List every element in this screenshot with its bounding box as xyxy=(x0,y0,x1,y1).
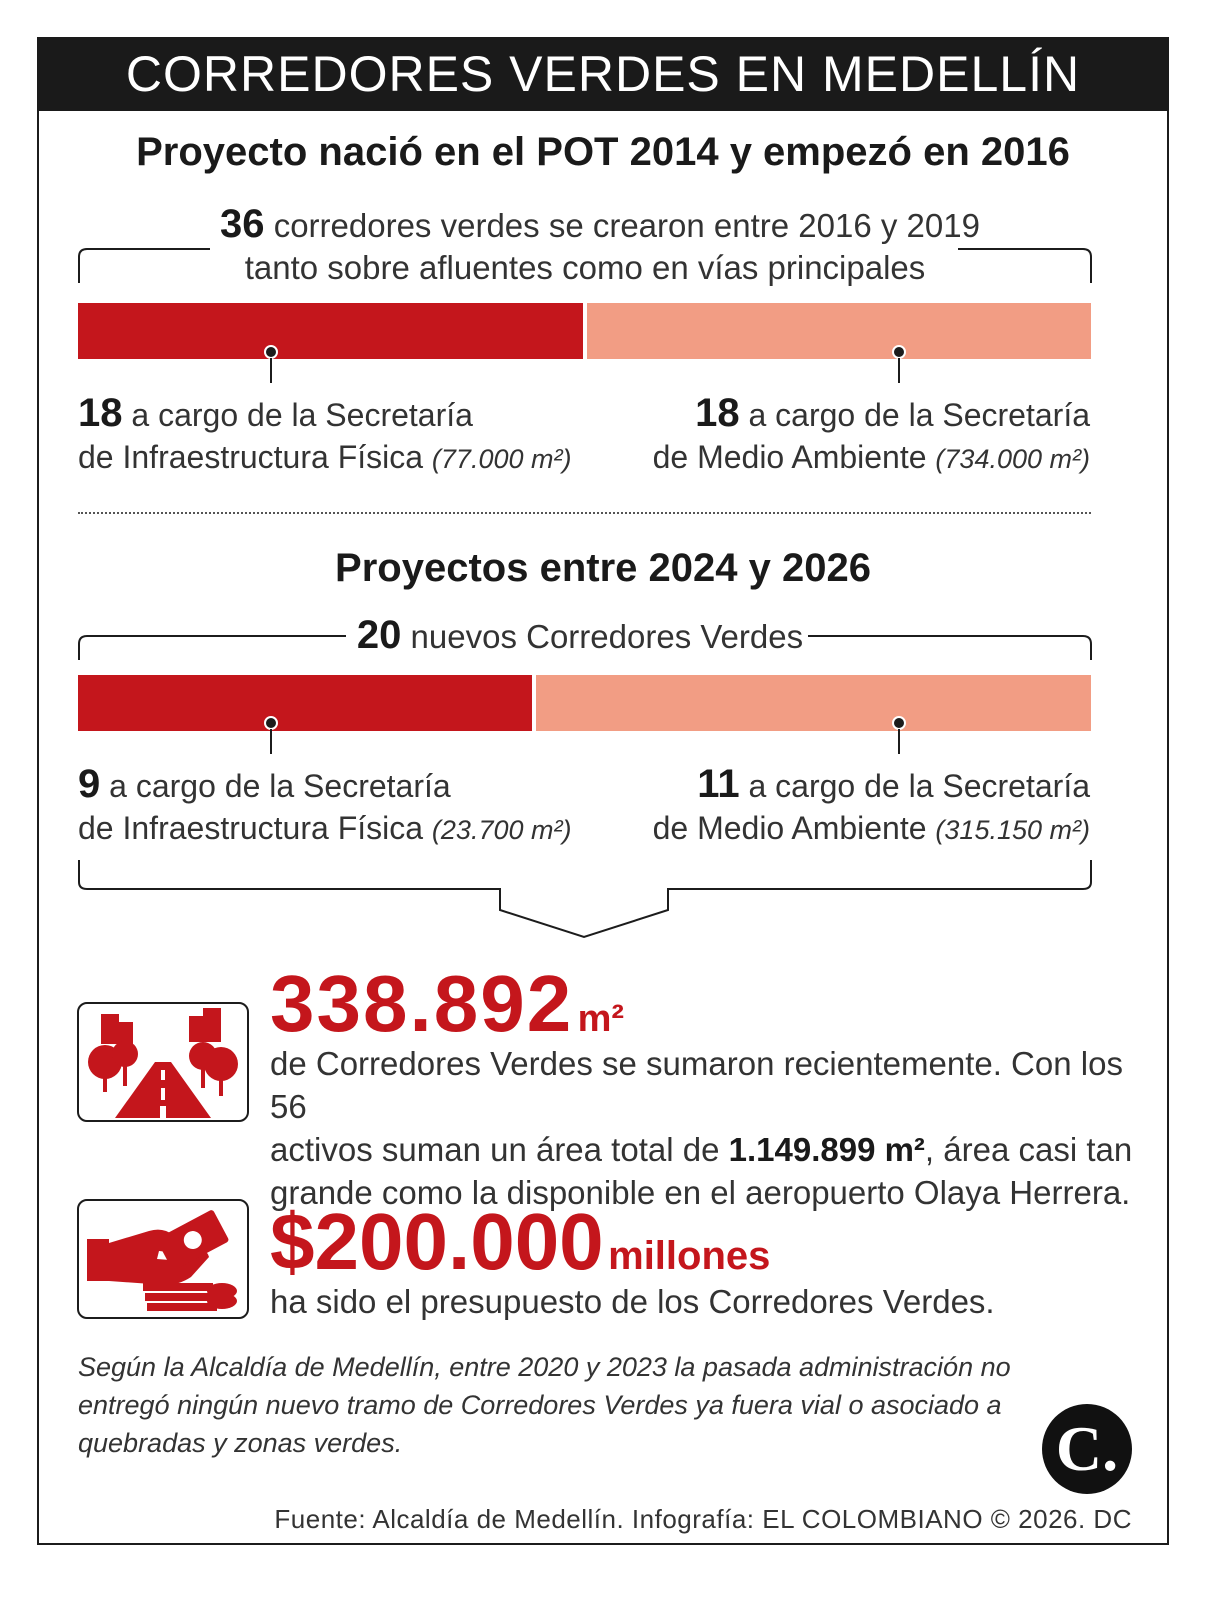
stat-area-line2-post: , área casi tan xyxy=(924,1131,1133,1168)
section2-count-line xyxy=(300,614,860,658)
stat-budget-description: ha sido el presupuesto de los Corredores Verdes. xyxy=(270,1283,995,1320)
section2-left-pointer xyxy=(262,714,282,756)
section2-bar-medio-ambiente xyxy=(536,675,1091,731)
section1-right-count: 18 xyxy=(695,391,740,435)
stat-area-description xyxy=(270,1042,1150,1214)
section2-right-count: 11 xyxy=(697,762,740,806)
section1-right-line2: de Medio Ambiente xyxy=(652,439,927,475)
stat-budget-headline xyxy=(270,1196,1160,1288)
footnote xyxy=(78,1348,1038,1462)
trees-road-icon xyxy=(77,1002,249,1122)
stat-area-line1: de Corredores Verdes se sumaron recientemente. Con los 56 xyxy=(270,1045,1123,1125)
section1-heading: Proyecto nació en el POT 2014 y empezó en 2016 xyxy=(136,130,1070,174)
section-divider xyxy=(78,512,1091,514)
section1-left-line2: de Infraestructura Física xyxy=(78,439,424,475)
section1-right-area: (734.000 m²) xyxy=(935,444,1090,474)
el-colombiano-logo: C. xyxy=(1042,1404,1132,1494)
source-credit: Fuente: Alcaldía de Medellín. Infografía: EL COLOMBIANO © 2026. DC xyxy=(274,1504,1132,1534)
stat-budget-unit: millones xyxy=(608,1234,771,1278)
stat-area-line3: grande como la disponible en el aeropuerto Olaya Herrera. xyxy=(270,1174,1131,1211)
section2-left-line1: a cargo de la Secretaría xyxy=(109,768,451,804)
section2-right-pointer xyxy=(890,714,910,756)
stat-area-unit: m² xyxy=(577,998,625,1040)
stat-area-line2 xyxy=(270,1128,1150,1171)
stat-area-value: 338.892 xyxy=(270,959,574,1048)
section2-bar-infraestructura xyxy=(78,675,532,731)
section2-left-count: 9 xyxy=(78,762,101,806)
section1-left-label xyxy=(78,392,598,480)
section2-left-label xyxy=(78,763,598,851)
section1-left-area: (77.000 m²) xyxy=(431,444,572,474)
section2-count-text: nuevos Corredores Verdes xyxy=(410,618,804,655)
stat-area-line2-pre: activos suman un área total de xyxy=(270,1131,720,1168)
stat-area-headline xyxy=(270,958,1160,1050)
section2-right-area: (315.150 m²) xyxy=(935,815,1090,845)
section1-right-pointer xyxy=(890,343,910,385)
hand-money-icon xyxy=(77,1199,249,1319)
section1-left-line1: a cargo de la Secretaría xyxy=(131,397,473,433)
section1-count-line2: tanto sobre afluentes como en vías principales xyxy=(244,249,926,286)
section2-left-area: (23.700 m²) xyxy=(431,815,572,845)
section2-left-line2: de Infraestructura Física xyxy=(78,810,424,846)
section2-right-label xyxy=(600,763,1090,851)
footnote-line1: Según la Alcaldía de Medellín, entre 2020 y 2023 la pasada administración no xyxy=(78,1352,1011,1382)
section2-right-line1: a cargo de la Secretaría xyxy=(748,768,1090,804)
section1-left-pointer xyxy=(262,343,282,385)
section1-right-line1: a cargo de la Secretaría xyxy=(748,397,1090,433)
section2-right-line2: de Medio Ambiente xyxy=(652,810,927,846)
section1-bar-medio-ambiente xyxy=(587,303,1091,359)
page-title: CORREDORES VERDES EN MEDELLÍN xyxy=(37,37,1169,111)
stat-budget-value: $200.000 xyxy=(270,1197,604,1286)
footnote-line3: quebradas y zonas verdes. xyxy=(78,1428,403,1458)
summary-arrow-bracket xyxy=(78,860,1092,940)
section1-count: 36 xyxy=(220,202,265,246)
section1-left-count: 18 xyxy=(78,391,123,435)
section2-count: 20 xyxy=(356,613,402,657)
stat-area-total: 1.149.899 m² xyxy=(728,1131,925,1168)
section1-bar-infraestructura xyxy=(78,303,583,359)
section1-count-line1 xyxy=(200,203,1000,247)
footnote-line2: entregó ningún nuevo tramo de Corredores Verdes ya fuera vial o asociado a xyxy=(78,1390,1002,1420)
section1-count-text: corredores verdes se crearon entre 2016 y 2019 xyxy=(273,207,980,244)
section1-right-label xyxy=(600,392,1090,480)
section2-heading: Proyectos entre 2024 y 2026 xyxy=(335,546,871,590)
